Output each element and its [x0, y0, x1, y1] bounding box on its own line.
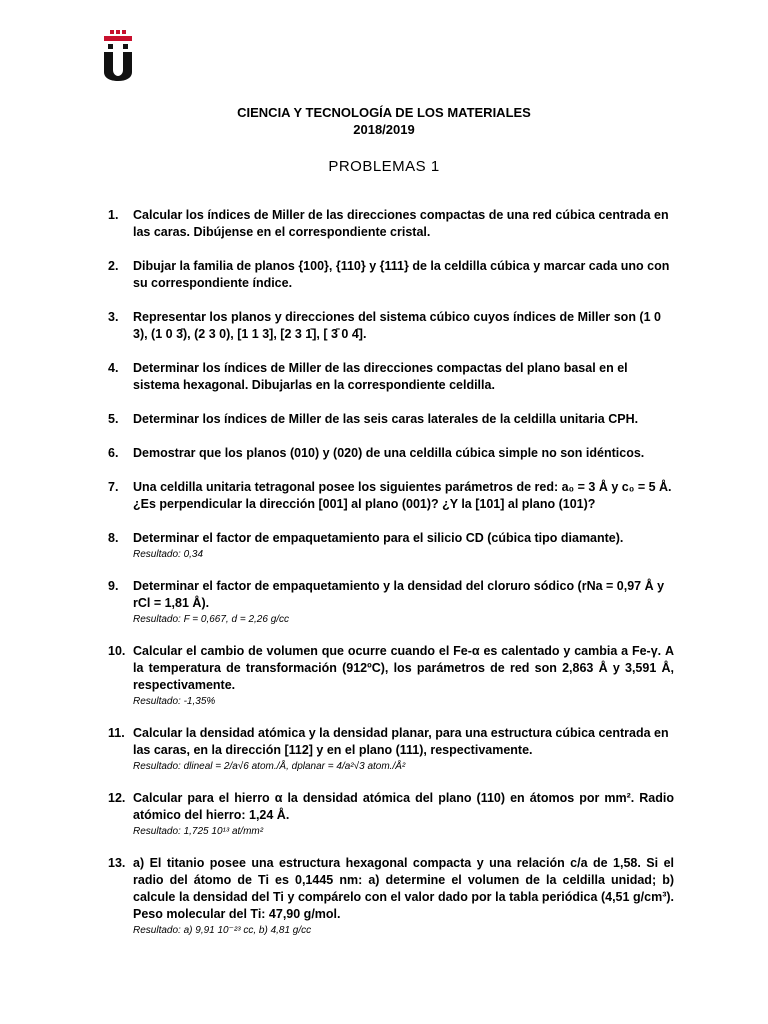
problem-result: Resultado: F = 0,667, d = 2,26 g/cc	[133, 614, 290, 625]
problem-text: Calcular el cambio de volumen que ocurre cuando el Fe-α es calentado y cambia a Fe-γ. A la temperatura de transformación (912ºC), los parámetros de red son 2,863 Å y 3,591 Å, respectivamente.	[133, 644, 674, 692]
problem-number: 2.	[108, 259, 119, 273]
academic-year: 2018/2019	[353, 122, 415, 137]
problem-item	[108, 258, 674, 292]
problem-number: 12.	[108, 791, 126, 805]
problem-item	[108, 790, 674, 838]
problem-result: Resultado: 1,725 10¹³ at/mm²	[133, 826, 264, 837]
problem-number: 10.	[108, 644, 126, 658]
problem-text: Determinar los índices de Miller de las direcciones compactas del plano basal en el sistema hexagonal. Dibujarlas en la correspondiente celdilla.	[133, 361, 628, 392]
problem-list	[108, 207, 674, 954]
problem-item	[108, 578, 674, 626]
problem-number: 1.	[108, 208, 119, 222]
problem-text: Representar los planos y direcciones del sistema cúbico cuyos índices de Miller son (1 0 3), (1 0 3̄), (2 3 0), [1 1 3], [2 3 1̄], [ 3̄ 0 4̄].	[133, 310, 661, 341]
problem-item	[108, 411, 674, 428]
problem-number: 11.	[108, 726, 125, 740]
problem-set-title: PROBLEMAS 1	[328, 158, 440, 175]
problem-number: 13.	[108, 856, 126, 870]
problem-number: 4.	[108, 361, 119, 375]
problem-item	[108, 479, 674, 513]
problem-text: Determinar los índices de Miller de las seis caras laterales de la celdilla unitaria CPH.	[133, 412, 639, 426]
problem-text: Una celdilla unitaria tetragonal posee los siguientes parámetros de red: a₀ = 3 Å y c₀ = 5 Å. ¿Es perpendicular la dirección [001] al plano (001)? ¿Y la [101] al plano (101)?	[133, 480, 672, 511]
problem-item	[108, 207, 674, 241]
problem-text: Determinar el factor de empaquetamiento para el silicio CD (cúbica tipo diamante).	[133, 531, 624, 545]
problem-text: Calcular la densidad atómica y la densidad planar, para una estructura cúbica centrada en las caras, en la dirección [112] y en el plano (111), respectivamente.	[133, 726, 669, 757]
course-title: CIENCIA Y TECNOLOGÍA DE LOS MATERIALES	[237, 105, 531, 120]
university-logo-icon	[100, 28, 136, 82]
problem-text: Calcular los índices de Miller de las direcciones compactas de una red cúbica centrada en las caras. Dibújense en el correspondiente cristal.	[133, 208, 669, 239]
problem-number: 8.	[108, 531, 119, 545]
problem-text: Calcular para el hierro α la densidad atómica del plano (110) en átomos por mm². Radio atómico del hierro: 1,24 Å.	[133, 791, 674, 822]
problem-text: Demostrar que los planos (010) y (020) de una celdilla cúbica simple no son idénticos.	[133, 446, 645, 460]
problem-number: 7.	[108, 480, 119, 494]
problem-item	[108, 445, 674, 462]
problem-number: 3.	[108, 310, 119, 324]
problem-result: Resultado: -1,35%	[133, 696, 216, 707]
problem-number: 6.	[108, 446, 119, 460]
problem-text: Dibujar la familia de planos {100}, {110} y {111} de la celdilla cúbica y marcar cada uno con su correspondiente índice.	[133, 259, 670, 290]
problem-result: Resultado: 0,34	[133, 549, 204, 560]
problem-item	[108, 360, 674, 394]
document-header	[0, 104, 768, 138]
problem-text: Determinar el factor de empaquetamiento y la densidad del cloruro sódico (rNa = 0,97 Å y rCl = 1,81 Å).	[133, 579, 665, 610]
problem-item	[108, 530, 674, 561]
problem-item	[108, 643, 674, 708]
problem-item	[108, 855, 674, 937]
problem-item	[108, 309, 674, 343]
problem-number: 9.	[108, 579, 119, 593]
problem-result: Resultado: dlineal = 2/a√6 atom./Å, dplanar = 4/a²√3 atom./Å²	[133, 761, 406, 772]
problem-number: 5.	[108, 412, 119, 426]
problem-result: Resultado: a) 9,91 10⁻²³ cc, b) 4,81 g/cc	[133, 925, 312, 936]
problem-text: a) El titanio posee una estructura hexagonal compacta y una relación c/a de 1,58. Si el radio del átomo de Ti es 0,1445 nm: a) determine el volumen de la celdilla unidad; b) calcule la densidad del Ti y compárelo con el valor dado por la tabla periódica (4,51 g/cm³). Peso molecular del Ti: 47,90 g/mol.	[133, 856, 674, 921]
problem-item	[108, 725, 674, 773]
